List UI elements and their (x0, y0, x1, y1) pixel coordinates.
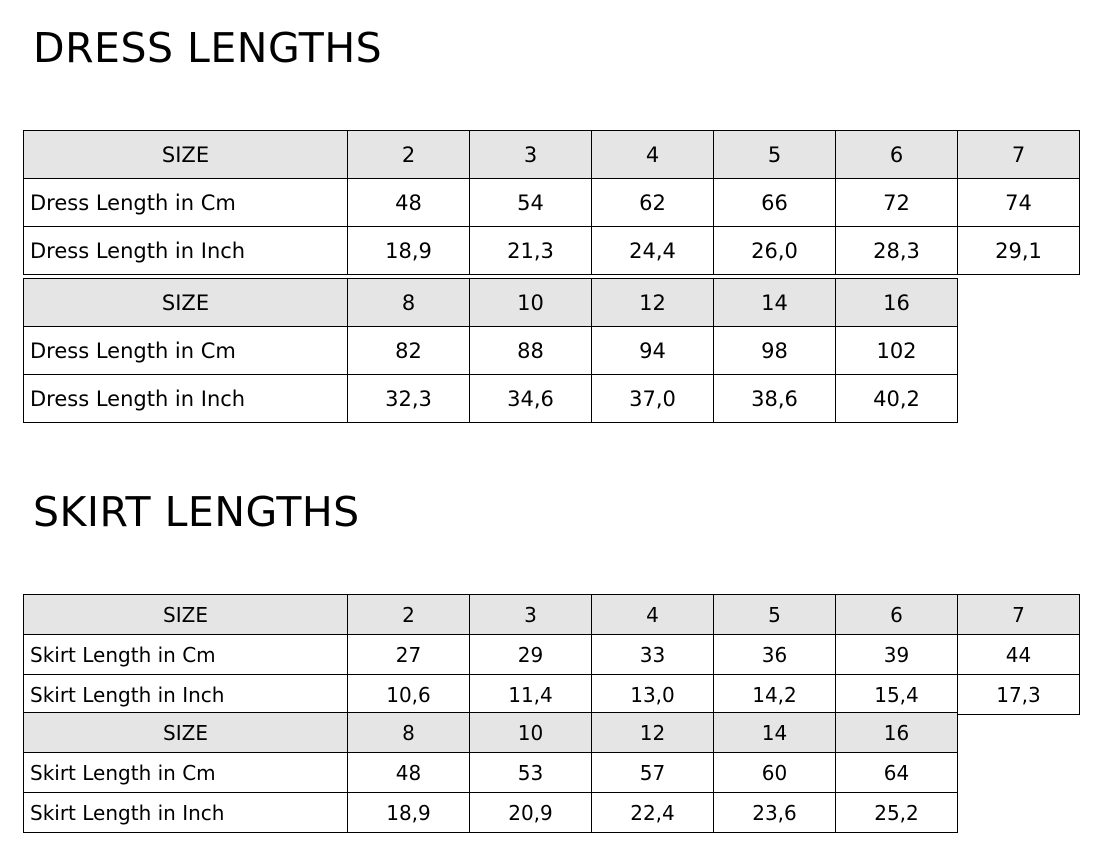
dress-lengths-heading: DRESS LENGTHS (33, 24, 383, 72)
size-cell: 2 (348, 595, 470, 635)
value-cell: 34,6 (470, 375, 592, 423)
row-label: Skirt Length in Inch (24, 793, 348, 833)
row-label: Skirt Length in Inch (24, 675, 348, 715)
value-cell: 27 (348, 635, 470, 675)
skirt-size-table-small (23, 594, 1080, 715)
table-row (24, 227, 1080, 275)
value-cell: 54 (470, 179, 592, 227)
table-row (24, 635, 1080, 675)
row-label: Skirt Length in Cm (24, 753, 348, 793)
size-cell: 7 (958, 131, 1080, 179)
size-cell: 2 (348, 131, 470, 179)
value-cell: 40,2 (836, 375, 958, 423)
row-label: Dress Length in Inch (24, 227, 348, 275)
row-header-label: SIZE (24, 595, 348, 635)
table-row (24, 793, 958, 833)
value-cell: 24,4 (592, 227, 714, 275)
size-cell: 10 (470, 279, 592, 327)
value-cell: 60 (714, 753, 836, 793)
value-cell: 62 (592, 179, 714, 227)
skirt-size-table-large (23, 712, 958, 833)
row-header-label: SIZE (24, 131, 348, 179)
value-cell: 57 (592, 753, 714, 793)
table-row (24, 327, 958, 375)
value-cell: 88 (470, 327, 592, 375)
table-row (24, 279, 958, 327)
value-cell: 14,2 (714, 675, 836, 715)
value-cell: 18,9 (348, 793, 470, 833)
value-cell: 32,3 (348, 375, 470, 423)
row-header-label: SIZE (24, 713, 348, 753)
value-cell: 33 (592, 635, 714, 675)
value-cell: 39 (836, 635, 958, 675)
size-cell: 3 (470, 595, 592, 635)
value-cell: 23,6 (714, 793, 836, 833)
value-cell: 13,0 (592, 675, 714, 715)
value-cell: 64 (836, 753, 958, 793)
size-cell: 8 (348, 279, 470, 327)
size-cell: 16 (836, 279, 958, 327)
row-label: Dress Length in Cm (24, 179, 348, 227)
size-cell: 4 (592, 131, 714, 179)
value-cell: 25,2 (836, 793, 958, 833)
value-cell: 82 (348, 327, 470, 375)
row-label: Dress Length in Inch (24, 375, 348, 423)
dress-size-table-small (23, 130, 1080, 275)
size-cell: 12 (592, 713, 714, 753)
size-cell: 3 (470, 131, 592, 179)
size-cell: 4 (592, 595, 714, 635)
size-cell: 6 (836, 131, 958, 179)
value-cell: 17,3 (958, 675, 1080, 715)
row-header-label: SIZE (24, 279, 348, 327)
value-cell: 37,0 (592, 375, 714, 423)
value-cell: 74 (958, 179, 1080, 227)
table-row (24, 375, 958, 423)
size-cell: 6 (836, 595, 958, 635)
value-cell: 18,9 (348, 227, 470, 275)
size-cell: 16 (836, 713, 958, 753)
size-cell: 10 (470, 713, 592, 753)
value-cell: 36 (714, 635, 836, 675)
value-cell: 72 (836, 179, 958, 227)
value-cell: 28,3 (836, 227, 958, 275)
value-cell: 98 (714, 327, 836, 375)
value-cell: 22,4 (592, 793, 714, 833)
row-label: Skirt Length in Cm (24, 635, 348, 675)
size-cell: 8 (348, 713, 470, 753)
table-row (24, 595, 1080, 635)
skirt-lengths-heading: SKIRT LENGTHS (33, 488, 360, 536)
size-cell: 7 (958, 595, 1080, 635)
value-cell: 11,4 (470, 675, 592, 715)
value-cell: 44 (958, 635, 1080, 675)
size-cell: 5 (714, 595, 836, 635)
value-cell: 66 (714, 179, 836, 227)
size-cell: 12 (592, 279, 714, 327)
value-cell: 53 (470, 753, 592, 793)
dress-lengths-heading-wrap (33, 24, 383, 72)
size-cell: 14 (714, 279, 836, 327)
size-cell: 14 (714, 713, 836, 753)
value-cell: 38,6 (714, 375, 836, 423)
value-cell: 29,1 (958, 227, 1080, 275)
row-label: Dress Length in Cm (24, 327, 348, 375)
value-cell: 94 (592, 327, 714, 375)
table-row (24, 713, 958, 753)
value-cell: 102 (836, 327, 958, 375)
value-cell: 21,3 (470, 227, 592, 275)
value-cell: 10,6 (348, 675, 470, 715)
skirt-lengths-heading-wrap (33, 488, 360, 536)
value-cell: 48 (348, 753, 470, 793)
value-cell: 29 (470, 635, 592, 675)
value-cell: 48 (348, 179, 470, 227)
size-cell: 5 (714, 131, 836, 179)
value-cell: 15,4 (836, 675, 958, 715)
value-cell: 26,0 (714, 227, 836, 275)
table-row (24, 675, 1080, 715)
table-row (24, 179, 1080, 227)
table-row (24, 753, 958, 793)
value-cell: 20,9 (470, 793, 592, 833)
dress-size-table-large (23, 278, 958, 423)
table-row (24, 131, 1080, 179)
